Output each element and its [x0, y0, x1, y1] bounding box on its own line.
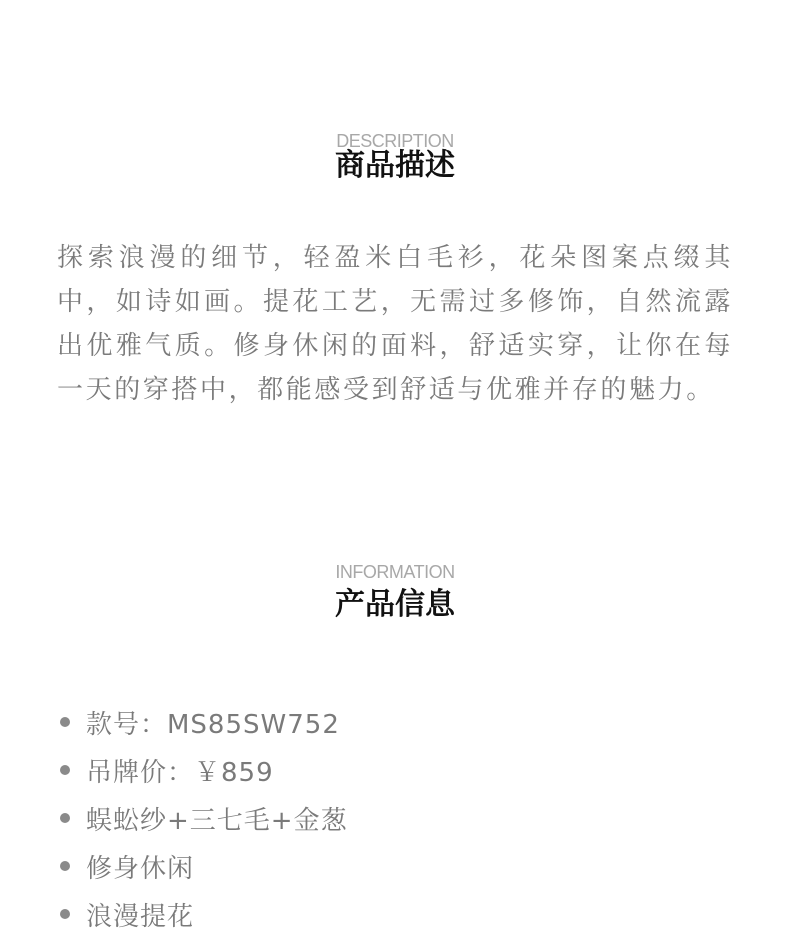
- info-item-text: 浪漫提花: [86, 901, 195, 932]
- description-body: 探索浪漫的细节，轻盈米白毛衫，花朵图案点缀其中，如诗如画。提花工艺，无需过多修饰，自然流露出优雅气质。修身休闲的面料，舒适实穿，让你在每一天的穿搭中，都能感受到舒适与优雅并存的魅力。: [57, 243, 733, 405]
- bullet-icon: [60, 765, 70, 775]
- bullet-icon: [60, 861, 70, 871]
- description-title-zh: 商品描述: [335, 148, 455, 183]
- bullet-icon: [60, 717, 70, 727]
- bullet-icon: [60, 909, 70, 919]
- info-item-style-number: [60, 698, 348, 746]
- info-item-material: [60, 794, 348, 842]
- info-item-price: [60, 746, 348, 794]
- info-item-text: 蜈蚣纱+三七毛+金葱: [86, 805, 348, 836]
- bullet-icon: [60, 813, 70, 823]
- info-item-text: 吊牌价：￥859: [86, 757, 274, 788]
- description-title-en: DESCRIPTION: [336, 131, 454, 151]
- info-item-fit: [60, 842, 348, 890]
- information-title-zh: 产品信息: [335, 587, 455, 622]
- info-item-text: 修身休闲: [86, 853, 195, 884]
- info-item-pattern: [60, 890, 348, 938]
- info-item-text: 款号：MS85SW752: [86, 709, 340, 740]
- information-title-en: INFORMATION: [335, 562, 455, 582]
- information-list: [60, 698, 348, 938]
